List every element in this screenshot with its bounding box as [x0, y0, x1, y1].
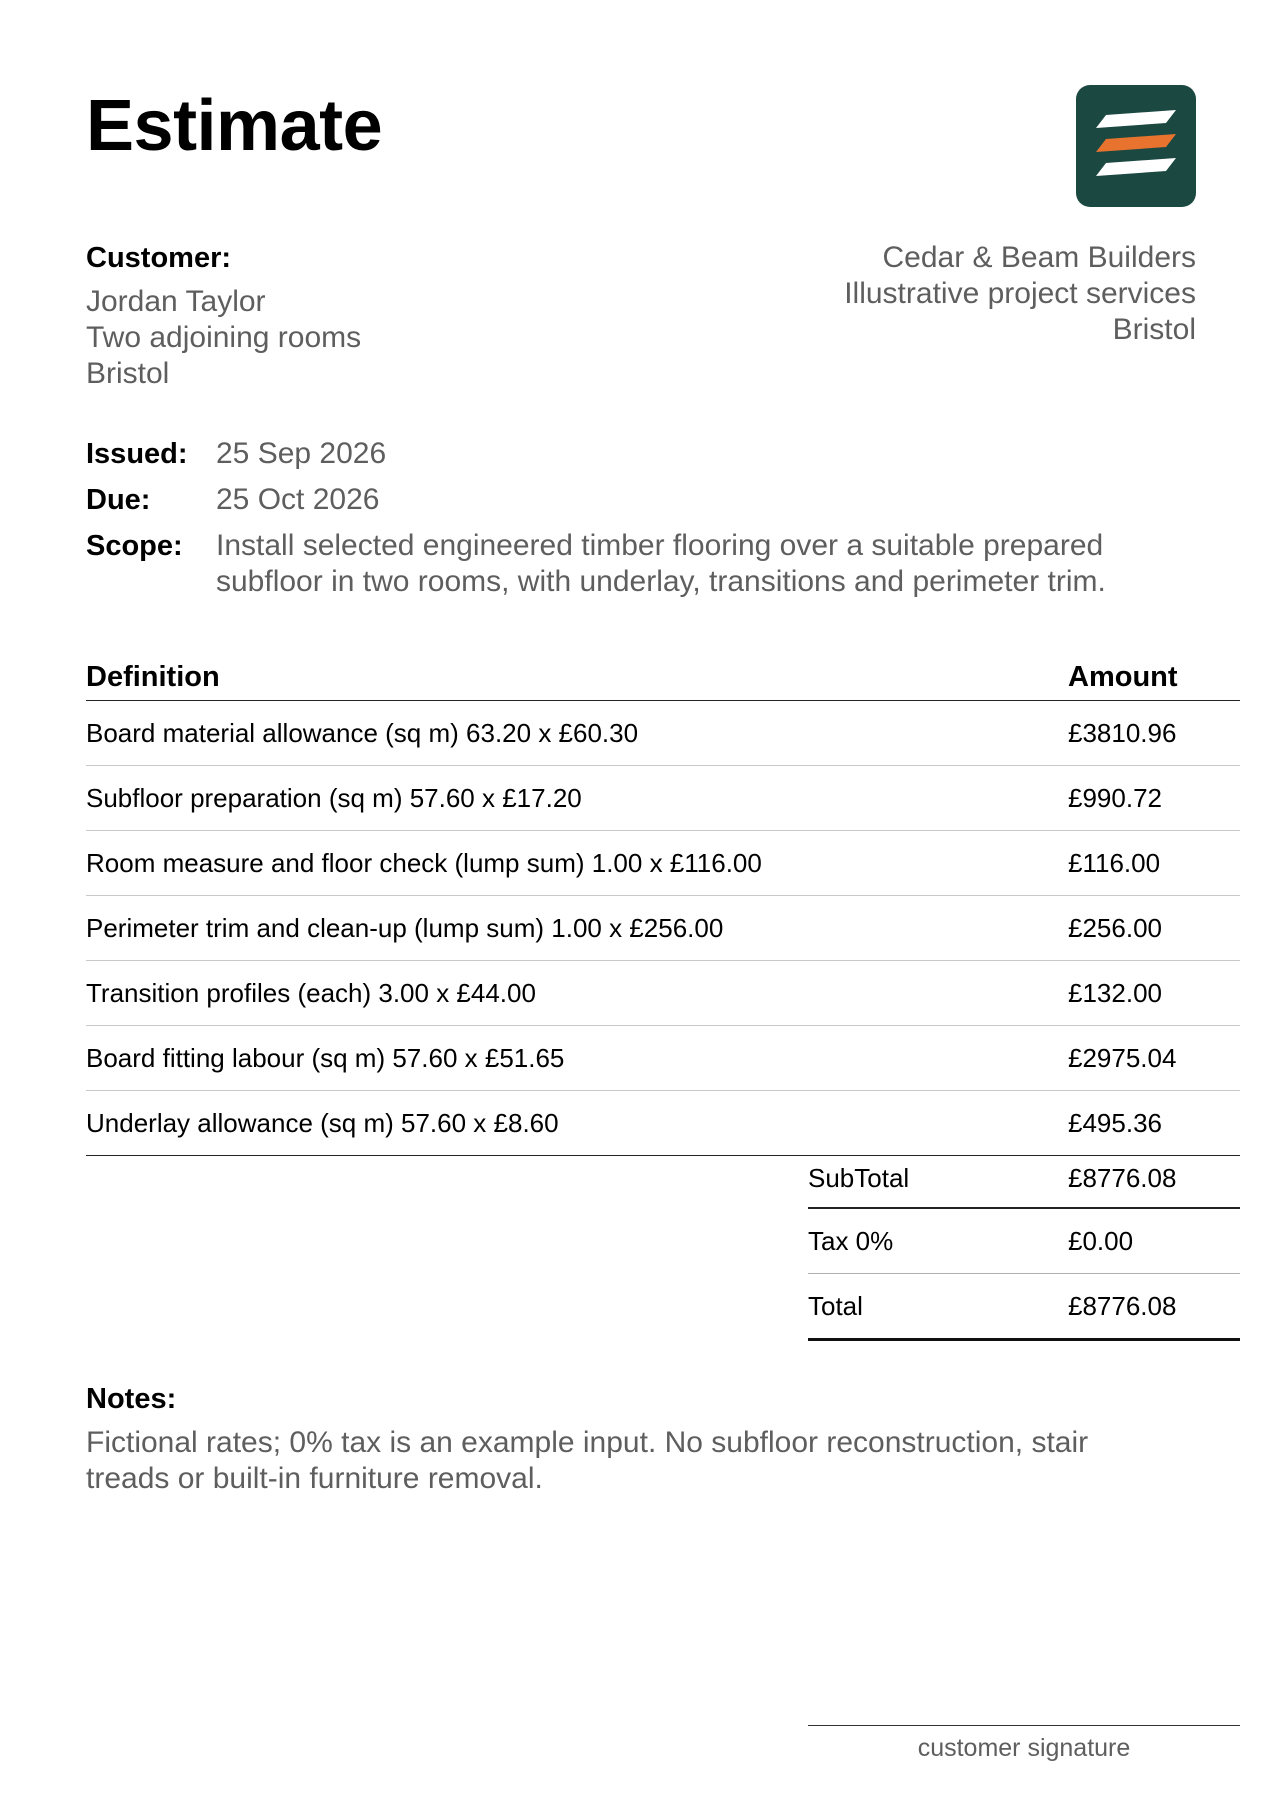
table-body [86, 701, 1240, 1156]
item-amount: £132.00 [1068, 977, 1162, 1008]
issued-label: Issued: [86, 438, 188, 470]
document-title: Estimate [86, 86, 383, 166]
issued-date: 25 Sep 2026 [216, 437, 387, 470]
table-row [86, 1026, 1240, 1091]
item-amount: £3810.96 [1068, 717, 1177, 748]
item-definition: Underlay allowance (sq m) 57.60 x £8.60 [86, 1107, 559, 1138]
due-date: 25 Oct 2026 [216, 483, 380, 516]
customer-block [86, 240, 361, 392]
company-tagline: Illustrative project services [844, 277, 1196, 310]
item-amount: £256.00 [1068, 912, 1162, 943]
total-row [808, 1274, 1240, 1341]
scope-text: Install selected engineered timber flooring over a suitable prepared subfloor in two rooms, with underlay, transitions and perimeter trim. [216, 529, 1106, 598]
item-amount: £990.72 [1068, 782, 1162, 813]
company-name: Cedar & Beam Builders [882, 241, 1196, 274]
scope-label: Scope: [86, 530, 183, 562]
item-amount: £2975.04 [1068, 1042, 1177, 1073]
item-amount: £116.00 [1068, 847, 1161, 878]
notes-text: Fictional rates; 0% tax is an example input. No subfloor reconstruction, stair treads or built-in furniture removal. [86, 1426, 1089, 1495]
item-amount: £495.36 [1068, 1107, 1162, 1138]
notes-label: Notes: [86, 1383, 177, 1415]
issued-row [86, 436, 1196, 472]
table-row [86, 831, 1240, 896]
company-block [844, 240, 1196, 348]
total-value: £8776.08 [1068, 1290, 1177, 1321]
item-definition: Subfloor preparation (sq m) 57.60 x £17.20 [86, 782, 582, 813]
subtotal-row [808, 1149, 1240, 1209]
header-amount: Amount [1068, 661, 1178, 693]
header-definition: Definition [86, 661, 220, 693]
table-row [86, 961, 1240, 1026]
totals-block [808, 1149, 1240, 1341]
item-definition: Perimeter trim and clean-up (lump sum) 1.00 x £256.00 [86, 912, 724, 943]
item-definition: Transition profiles (each) 3.00 x £44.00 [86, 977, 536, 1008]
tax-row [808, 1209, 1240, 1274]
customer-name: Jordan Taylor [86, 285, 266, 318]
company-city: Bristol [1112, 313, 1196, 346]
customer-signature-line[interactable] [808, 1725, 1240, 1763]
table-row [86, 1091, 1240, 1156]
customer-city: Bristol [86, 357, 170, 390]
scope-row [86, 528, 1196, 600]
stacked-boards-logo-icon [1076, 85, 1196, 207]
tax-label: Tax 0% [808, 1225, 894, 1256]
customer-address-line: Two adjoining rooms [86, 321, 362, 354]
notes-block [86, 1381, 1196, 1497]
total-label: Total [808, 1290, 863, 1321]
item-definition: Room measure and floor check (lump sum) 1.00 x £116.00 [86, 847, 762, 878]
table-row [86, 701, 1240, 766]
subtotal-label: SubTotal [808, 1162, 910, 1193]
subtotal-value: £8776.08 [1068, 1162, 1177, 1193]
estimate-meta [86, 436, 1196, 610]
signature-label: customer signature [917, 1734, 1131, 1762]
tax-value: £0.00 [1068, 1225, 1134, 1256]
item-definition: Board material allowance (sq m) 63.20 x £60.30 [86, 717, 639, 748]
table-header [86, 655, 1240, 701]
table-row [86, 896, 1240, 961]
due-label: Due: [86, 484, 151, 516]
line-items-table [86, 655, 1240, 1156]
item-definition: Board fitting labour (sq m) 57.60 x £51.65 [86, 1042, 565, 1073]
table-row [86, 766, 1240, 831]
customer-label: Customer: [86, 242, 232, 274]
due-row [86, 482, 1196, 518]
